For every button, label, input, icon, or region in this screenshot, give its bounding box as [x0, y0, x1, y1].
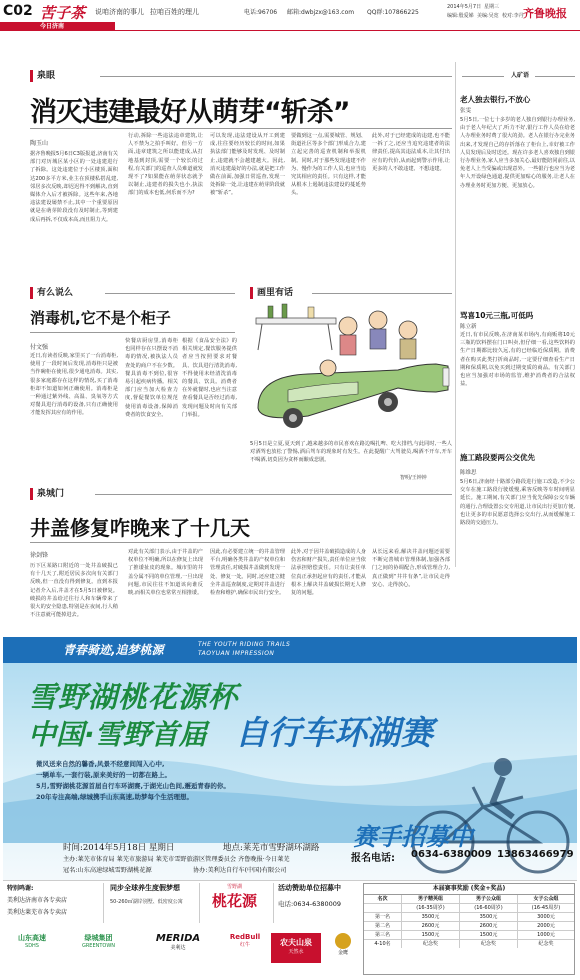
logo-merida-text: MERIDA — [155, 933, 201, 944]
logo-jinying-sub: 金鹰 — [337, 950, 348, 956]
prize-header: 男子精英组 — [402, 895, 460, 904]
article3-col1: 历下区某路口附近的一处井盖破损已有十几天了,附近居民多次向有关部门反映,但一直没有得到修复。直到本报记者介入后,井盖才在5月5日被修复。破损的井盖给过往行人和车辆带来了很大的安全隐患,特别是在夜间,行人稍不注意就可能掉进去。 — [30, 563, 118, 619]
prize-cell: 第一名 — [364, 913, 402, 922]
kicker-rule — [100, 76, 452, 77]
masthead-email: 邮箱:dwbjzx@163.com — [287, 9, 355, 16]
ad-title-2b: 自行车环湖赛 — [235, 713, 433, 752]
prize-subheader — [364, 904, 402, 913]
paper-logo: 齐鲁晚报 — [523, 7, 567, 20]
ad-box2-line1: 同步全球养生度假梦想 — [110, 884, 180, 892]
article1-byline: 陶玉山 — [30, 140, 49, 147]
ad-tagline-en: THE YOUTH RIDING TRAILS — [198, 641, 291, 648]
logo-greentown-text: 绿城集团 — [84, 934, 113, 942]
ad-box1-line3: 美利达莱芜市各专卖店 — [7, 909, 68, 916]
kicker-quanyan: 泉眼 — [30, 70, 55, 82]
prize-header: 名次 — [364, 895, 402, 904]
ad-box-villa — [103, 883, 195, 923]
sponsor-logo-sdhs — [7, 933, 57, 963]
right-kicker-rule — [462, 76, 504, 77]
ad-box1-line1: 特别鸣谢: — [7, 885, 34, 892]
kicker-renkuangyu: 人矿语 — [511, 72, 530, 79]
ad-box2-line2: 50-260㎡湖岸别墅、低密度公寓 — [110, 899, 183, 905]
section-name: 苦子茶 — [40, 4, 86, 22]
logo-nongfu-sub: 天然水 — [288, 949, 304, 955]
ad-intro-1: 微风送来自然的馨香,风景不经意间闯入心中, — [36, 760, 165, 768]
logo-redbull-sub: 红牛 — [239, 942, 250, 948]
prize-subheader: (16-60周岁) — [460, 904, 518, 913]
ad-host: 主办:莱芜市体育局 莱芜市旅游局 莱芜市雪野旅游区管理委员会 齐鲁晚报·今日莱芜 — [63, 856, 290, 863]
kicker3-rule — [312, 293, 452, 294]
ad-tagline: 青春骑迹,追梦桃源 — [63, 643, 164, 657]
prize-header: 女子公众组 — [518, 895, 574, 904]
ad-box1-line2: 美利达济南市各专卖店 — [7, 897, 68, 904]
headline-rule — [30, 128, 452, 129]
ad-support: 协办:美利达自行车(中国)有限公司 — [193, 867, 287, 874]
article3-headline-rule — [30, 542, 320, 543]
prize-cell: 2000元 — [518, 922, 574, 931]
masthead-proof: 校对:李丹 — [502, 13, 524, 19]
ad-tagline-en-2: TAOYUAN IMPRESSION — [198, 650, 275, 657]
ad-title-1: 雪野湖桃花源杯 — [28, 680, 239, 714]
slogan-1: 说咱济南的事儿 — [95, 8, 144, 16]
logo-greentown-sub: GREENTOWN — [81, 943, 116, 949]
prize-cell: 第二名 — [364, 922, 402, 931]
people-headline: 老人独去银行,不放心 — [460, 95, 531, 104]
article3-col4: 此外,对于因井盖破损造成的人身伤害和财产损失,责任单位应当依法承担赔偿责任。只有让责任单位真正承担起应有的责任,才能从根本上解决井盖破损长期无人修复的问题。 — [291, 549, 366, 597]
logo-merida-sub: 美利达 — [170, 945, 186, 951]
kicker-youmeshuome: 有么说么 — [30, 287, 73, 299]
article3-headline: 井盖修复咋晚来了十几天 — [30, 516, 250, 540]
ad-naming: 冠名:山东高速绿城雪野湖桃花源 — [63, 867, 152, 874]
prize-cell: 纪念奖 — [460, 940, 518, 948]
prize-cell: 3500元 — [460, 913, 518, 922]
prize-table — [363, 883, 575, 975]
slogan-2: 拉咱百姓的理儿 — [150, 8, 199, 16]
article2-headline: 消毒机,它不是个柜子 — [30, 309, 171, 327]
article3-col2: 对此有关部门表示,由于井盖的产权单位不明确,所以在修复上出现了推诿扯皮的现象。城市里的井盖分属不同的单位管理,一旦出现问题,市民往往不知道该向谁反映,而相关单位也常常互相推诿。 — [128, 549, 203, 597]
masthead-tel: 电话:96706 — [244, 9, 278, 16]
right-column-separator — [455, 62, 456, 567]
people-headline-2: 骂喜10元三瓶,可低吗 — [460, 311, 534, 320]
right-kicker-rule-2 — [535, 76, 575, 77]
article3-col5: 从长远来看,解决井盖问题还需要不断完善城市管理体制,加强各部门之间的协调配合,形成管理合力,真正做到“井井有条”,让市民走得安心、走得放心。 — [372, 549, 450, 588]
ad-box4-line1: 活动赞助单位招募中 — [278, 884, 341, 892]
ad-intro-2: 一辆单车,一套行装,原来美好的一切都在路上。 — [36, 771, 171, 779]
ad-box3-logo: 桃花源 — [211, 892, 257, 910]
ad-phone-1[interactable]: 0634-6380009 — [411, 849, 492, 860]
article2-headline-rule — [30, 332, 235, 333]
prize-cell: 2600元 — [402, 922, 460, 931]
ad-box4-line2[interactable]: 电话:0634-6380009 — [278, 900, 342, 908]
article3-byline: 徐剑锋 — [30, 552, 49, 559]
jinying-emblem-icon — [335, 933, 351, 949]
people-byline: 张雯 — [460, 108, 472, 114]
prize-cell: 1000元 — [518, 931, 574, 940]
sponsor-logo-redbull — [225, 933, 265, 963]
people-byline-2: 陈立新 — [460, 324, 477, 330]
masthead-weekday: 星期三 — [484, 4, 500, 10]
kicker4-rule — [95, 494, 452, 495]
masthead-editor: 编辑:殷爱娣 — [447, 13, 474, 19]
article1-col1: 据齐鲁晚报5月6日C3版报道,济南有关部门对历城区某小区的一处违建进行了拆除。这处违建位于小区楼顶,面积达200多平方米,业主在顶楼私搭乱建,邻居多次反映,却迟迟得不到解决,直到媒体介入后才被拆除。这些年来,各地违法建设屡禁不止,其中一个重要原因就是在萌芽阶段没有及时制止,等到建成后再拆,不仅成本高,而且阻力大。 — [30, 151, 118, 223]
sponsor-logo-jinying — [328, 933, 358, 963]
cartoon-caption: 5月5日是立夏,夏天到了,越来越多的市民喜欢在路边喝扎啤、吃大排档,与此同时,一些人对酒驾也放松了警惕,酒后驾车的现象时有发生。在此提醒广大驾驶员,喝酒不开车,开车不喝酒,切莫因为贪杯而酿成悲剧。 — [250, 441, 452, 464]
prize-table-grid — [364, 895, 574, 948]
masthead-qq: QQ群:107866225 — [367, 9, 419, 16]
article1-col2: 行动,拆除一些违法违章建筑,让人不禁为之拍手叫好。但另一方面,违章建筑之所以能建成,从打地基到封顶,需要一个较长的过程,有关部门的巡查人员难道就发现不了?如果能在萌芽状态就予以制止,违建者的损失也小,执法部门的成本也低,何乐而不为? — [128, 133, 203, 197]
sponsor-logo-merida — [143, 933, 213, 963]
page-code: C02 — [3, 3, 33, 19]
advertisement — [3, 637, 577, 977]
people-body: 5月5日,一位七十多岁的老人独自到银行办理业务,由于老人年纪大了,听力不好,银行工作人员在给老人办理业务时费了很大的劲。老人在银行办完业务出来,才发现自己的存折落在了柜台上,幸好被工作人员发现后及时送还。现在许多老人喜欢独自到银行办理业务,家人应当多加关心,最好能陪同前往,以免老人上当受骗或出现意外。一些银行也应当为老年人开设绿色通道,提供更加贴心的服务,让老人在办理业务时更加方便、更加放心。 — [460, 117, 575, 189]
ad-phone-2[interactable]: 13863466979 — [497, 849, 574, 860]
prize-header: 男子公众组 — [460, 895, 518, 904]
ad-phone-label: 报名电话: — [351, 853, 395, 864]
subsection-label: 今日济南 — [40, 23, 65, 30]
prize-cell: 3500元 — [402, 913, 460, 922]
prize-table-title: 本届赛事奖励 (奖金+奖品) — [364, 884, 574, 895]
prize-cell: 第三名 — [364, 931, 402, 940]
masthead-designer: 美编:吴宽 — [477, 13, 499, 19]
people-body-2: 近日,有市民反映,在济南某市场内,有商贩将10元三瓶的饮料摆在门口叫卖,但仔细一看,这些饮料的生产日期都比较久远,有的已经临近保质期。消费者在购买此类打折商品时,一定要仔细查看生产日期和保质期,以免买到过期变质的商品。有关部门也应当加强对市场的监管,维护消费者的合法权益。 — [460, 332, 575, 388]
ad-title-2a: 中国·雪野首届 — [28, 718, 207, 751]
article2-byline: 付文强 — [30, 344, 49, 351]
kicker-hualiyouhua: 画里有话 — [250, 287, 293, 299]
sponsor-logo-nongfu — [271, 933, 321, 963]
ad-box-sponsor-recruit — [273, 883, 355, 923]
ad-box-taohuayuan — [199, 883, 269, 923]
logo-nongfu-text: 农夫山泉 — [280, 938, 312, 947]
cartoon-artist: 智明/王钟钟 — [400, 475, 427, 481]
prize-cell: 1500元 — [402, 931, 460, 940]
kicker2-rule — [105, 293, 235, 294]
article1-col5: 此外,对于已经建成的违建,也不能一拆了之,还应当追究违建者的法律责任,提高其违法成本,让其付出应有的代价,从而起到警示作用,让更多的人不敢违建、不想违建。 — [372, 133, 450, 172]
masthead-rule — [0, 30, 580, 31]
cartoon-illustration — [248, 298, 452, 438]
people-headline-3: 施工路段要两公交优先 — [460, 453, 535, 462]
people-byline-3: 陈维思 — [460, 470, 477, 476]
prize-cell: 3000元 — [518, 913, 574, 922]
prize-cell: 2600元 — [460, 922, 518, 931]
article1-headline: 消灭违建最好从萌芽“斩杀” — [30, 97, 350, 128]
ad-intro-4: 20年专注高端,绿城携手山东高速,助梦每个生活理想。 — [36, 793, 193, 801]
masthead-date: 2014年5月7日 — [447, 4, 482, 10]
prize-cell: 1500元 — [460, 931, 518, 940]
ad-intro-3: 5月,雪野湖桃花源首届自行车环湖赛,于湖光山色间,邂逅青春的你。 — [36, 782, 230, 790]
logo-sdhs-sub: SDHS — [25, 943, 39, 949]
article1-col3: 可以发现,违法建设从开工到建成,往往要经历较长的时间,如果执法部门能够及时发现、及时制止,违建就不会越建越大。因此,消灭违建最好的办法,就是把工作做在前面,加强日常巡查,发现一处拆除一处,让违建在萌芽阶段就被“斩杀”。 — [210, 133, 285, 197]
prize-cell: 纪念奖 — [538, 941, 554, 947]
prize-subheader: (16-45周岁) — [518, 904, 574, 913]
people-body-3: 5月6日,济南经十路部分路段进行施工改造,不少公交车在施工路段行驶缓慢,乘客反映等车时间明显延长。施工期间,有关部门应当优先保障公交车辆的通行,合理设置公交专用道,让市民出行更加方便,也让更多的市民愿意选择公交出行,从而缓解施工路段的交通压力。 — [460, 479, 575, 527]
prize-cell: 4-10名 — [364, 940, 402, 948]
ad-place: 地点:莱芜市雪野湖环湖路 — [223, 843, 320, 853]
logo-redbull-text: RedBull — [229, 933, 261, 941]
ad-box-thanks — [7, 883, 87, 923]
ad-time: 时间:2014年5月18日 星期日 — [63, 843, 175, 853]
article2-col2: 快餐店厨房里,消毒柜也同样存在只摆设不消毒的情况,被执法人员查处的商户不在少数。餐具消毒不到位,很容易引起疾病传播。相关部门应当加大检查力度,督促餐饮单位规范使用消毒设备,保障消费者的饮食安全。 — [125, 338, 178, 418]
logo-sdhs-text: 山东高速 — [18, 934, 46, 942]
kicker-quanchengmen: 泉城门 — [30, 488, 64, 500]
prize-cell: 纪念奖 — [402, 940, 460, 948]
article1-col4: 要做到这一点,需要城管、规划、街道社区等多个部门形成合力,建立起完善的巡查机制和举报机制。同时,对于那些发现违建不作为、慢作为的工作人员,也应当追究其相应的责任。只有这样,才能从根本上遏制违法建设的蔓延势头。 — [291, 133, 366, 197]
ad-box3-sub: 雪野湖 — [226, 884, 242, 890]
ad-recruit: 赛手招募中 — [353, 823, 473, 851]
prize-subheader: (16-35周岁) — [402, 904, 460, 913]
article2-col3: 根据《食品安全法》的相关规定,餐饮服务提供者应当按照要求对餐具、饮具进行清洗消毒,不得使用未经清洗消毒的餐具、饮具。消费者在外就餐时,也应当注意查看餐具是否经过消毒,发现问题及时向有关部门举报。 — [182, 338, 237, 418]
sponsor-logo-greentown — [71, 933, 126, 963]
article2-col1: 近日,有读者反映,家里买了一台消毒柜,使用了一段时间后发现,消毒柜只是被当作碗柜在使用,很少通电消毒。其实,很多家庭都存在这样的情况,买了消毒柜却不知道如何正确使用。消毒柜是一种通过紫外线、高温、臭氧等方式对餐具进行消毒的设备,只有正确使用才能发挥其应有的作用。 — [30, 353, 118, 417]
article3-col3: 因此,有必要建立统一的井盖管理平台,明确各类井盖的产权单位和管理责任,对破损井盖做到发现一处、修复一处。同时,还应建立健全井盖巡查制度,定期对井盖进行检查和维护,确保市民出行安全。 — [210, 549, 285, 597]
